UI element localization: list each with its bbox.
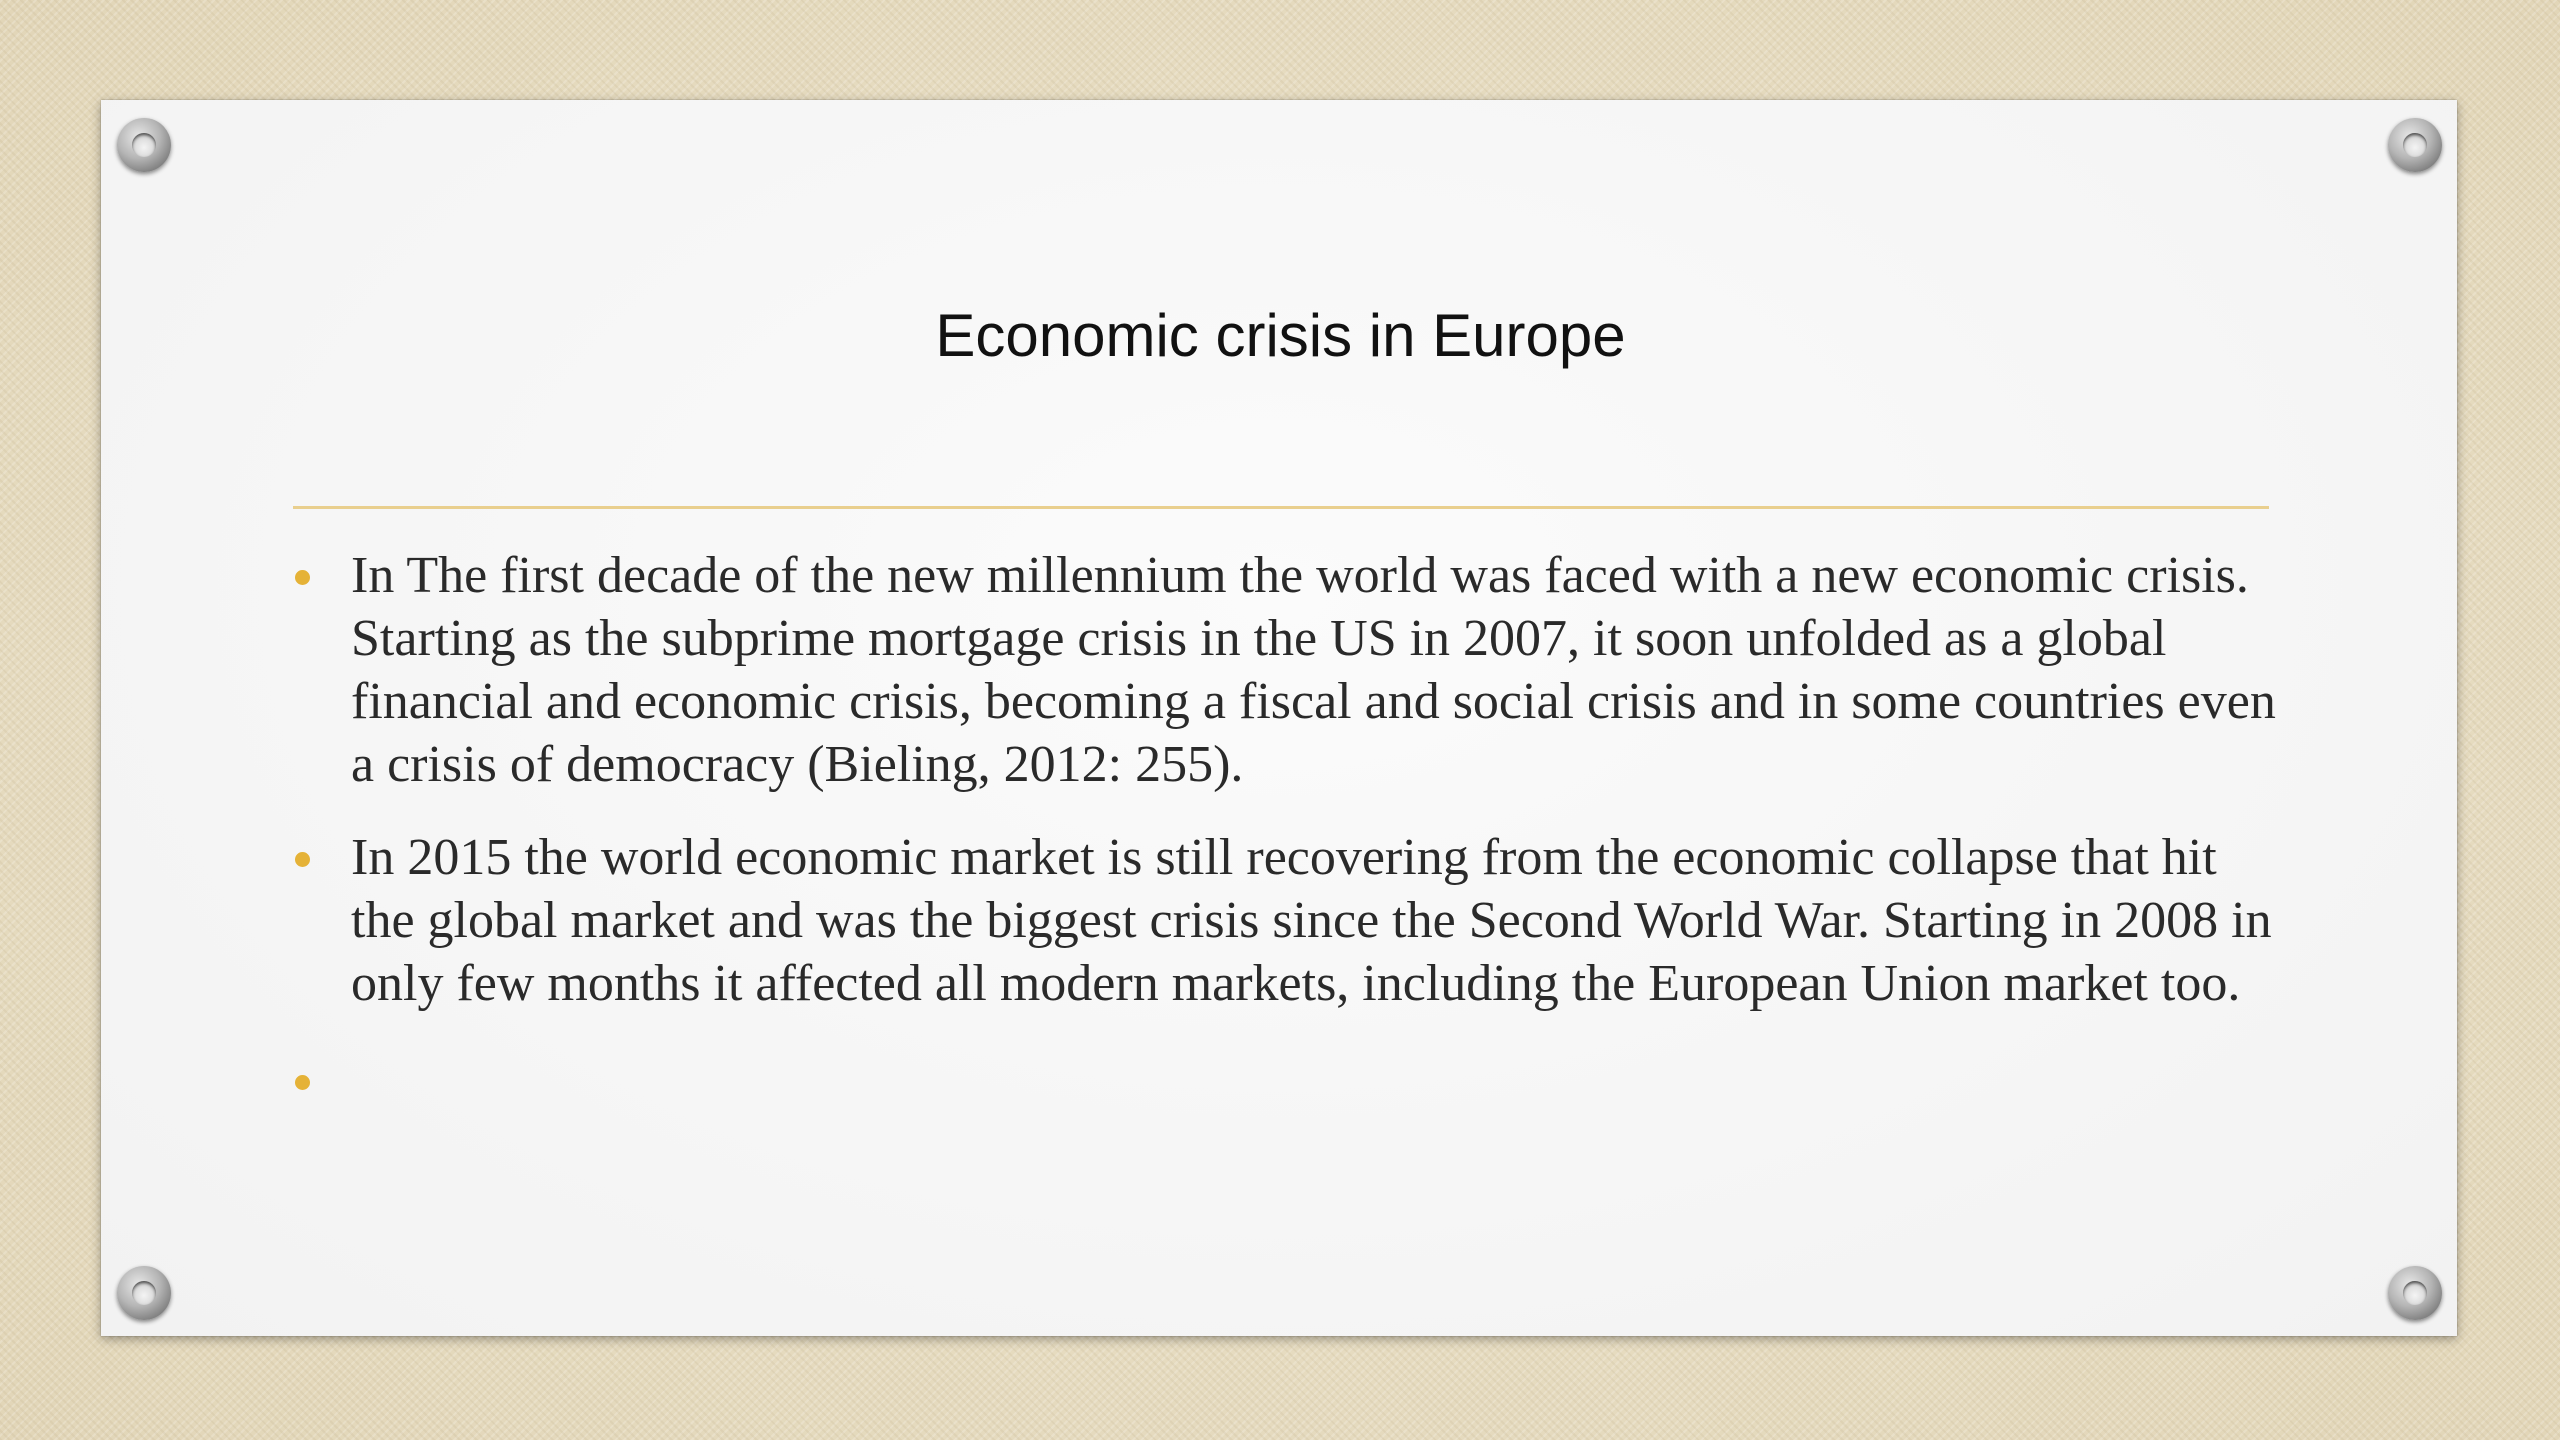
bullet-dot-icon [295,570,310,585]
grommet-top-right-icon [2388,118,2442,172]
grommet-top-left-icon [117,118,171,172]
bullet-text: In 2015 the world economic market is still recovering from the economic collapse that hit the global market and was the biggest crisis since the Second World War. Starting in 2008 in only few months it affected all modern markets, including the European Union market too. [351,829,2272,1012]
bullet-dot-icon [295,852,310,867]
bullet-item [293,826,2283,1015]
grommet-bottom-right-icon [2388,1266,2442,1320]
bullet-item-empty[interactable] [293,1045,2283,1108]
bullet-item [293,544,2283,796]
title-divider [293,506,2269,509]
slide-title: Economic crisis in Europe [935,302,1626,369]
bullet-text: In The first decade of the new millennium the world was faced with a new economic crisis. Starting as the subprime mortgage crisis in the US in 2007, it soon unfolded as a global financial and economic crisis, becoming a fiscal and social crisis and in some countries even a crisis of democracy (Bieling, 2012: 255). [351,547,2276,793]
bullet-dot-icon [295,1075,310,1090]
bullet-list [293,544,2283,1138]
grommet-bottom-left-icon [117,1266,171,1320]
